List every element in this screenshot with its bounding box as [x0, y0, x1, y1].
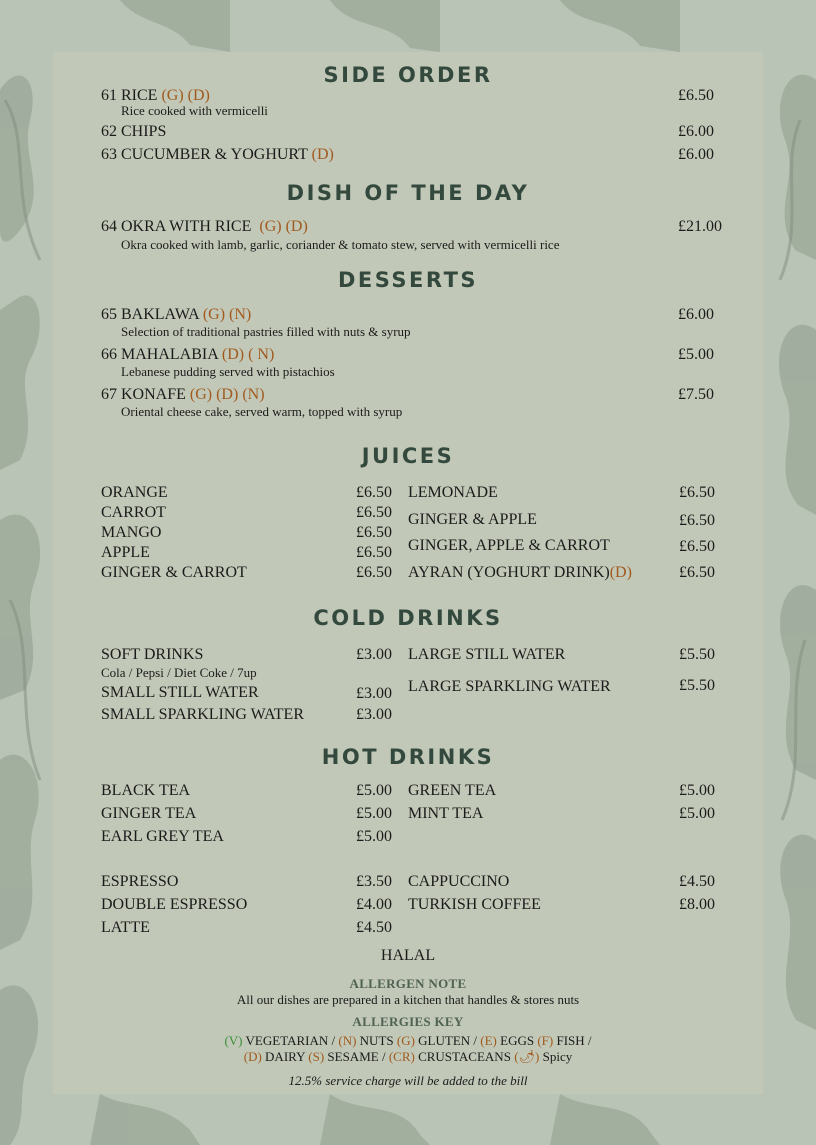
item-price: £8.00	[679, 896, 715, 913]
allergen-tags: (G) (D) (N)	[189, 386, 265, 403]
section-heading-dish-of-the-day: DISH OF THE DAY	[286, 181, 530, 205]
juice-item: GINGER & CARROT	[101, 564, 247, 581]
item-price: £6.50	[679, 484, 715, 501]
item-price: £3.00	[356, 706, 392, 723]
drink-item: LARGE SPARKLING WATER	[408, 678, 611, 695]
drink-item: DOUBLE ESPRESSO	[101, 896, 248, 913]
menu-item-cucumber-yoghurt: 63 CUCUMBER & YOGHURT (D)	[101, 146, 334, 163]
allergies-key-line-1: (V) VEGETARIAN / (N) NUTS (G) GLUTEN / (E) EGGS (F) FISH /	[224, 1033, 592, 1048]
menu-item-mahalabia: 66 MAHALABIA (D) ( N)	[101, 346, 275, 363]
section-heading-desserts: DESSERTS	[337, 268, 479, 292]
drink-item: MINT TEA	[408, 805, 484, 822]
item-price: £6.50	[679, 564, 715, 581]
juice-item: APPLE	[101, 544, 150, 561]
item-description: Oriental cheese cake, served warm, topped with syrup	[121, 404, 403, 419]
item-price: £4.50	[679, 873, 715, 890]
menu-item-rice: 61 RICE (G) (D)	[101, 87, 210, 104]
item-price: £5.00	[679, 782, 715, 799]
item-price: £4.00	[356, 896, 392, 913]
allergen-code-fish: (F)	[537, 1033, 554, 1048]
item-price: £5.50	[679, 646, 715, 663]
section-heading-hot-drinks: HOT DRINKS	[321, 745, 495, 769]
drink-item: LARGE STILL WATER	[408, 646, 566, 663]
allergen-code-sesame: (S)	[308, 1049, 325, 1064]
service-charge-note: 12.5% service charge will be added to the bill	[288, 1073, 528, 1088]
item-price: £6.50	[678, 87, 714, 104]
drink-item: SMALL STILL WATER	[101, 684, 259, 701]
item-price: £3.00	[356, 646, 392, 663]
juice-item: MANGO	[101, 524, 162, 541]
section-heading-side-order: SIDE ORDER	[323, 63, 493, 87]
drink-item: GINGER TEA	[101, 805, 197, 822]
allergen-code-gluten: (G)	[396, 1033, 415, 1048]
juice-item: GINGER, APPLE & CARROT	[408, 537, 610, 554]
allergies-key-title: ALLERGIES KEY	[352, 1014, 464, 1029]
drink-item: LATTE	[101, 919, 150, 936]
item-description: Selection of traditional pastries filled with nuts & syrup	[121, 324, 411, 339]
item-description: Lebanese pudding served with pistachios	[121, 364, 335, 379]
item-price: £6.50	[356, 504, 392, 521]
menu-item-okra-with-rice: 64 OKRA WITH RICE (G) (D)	[101, 218, 308, 235]
item-price: £6.00	[678, 146, 714, 163]
item-price: £6.50	[356, 484, 392, 501]
drink-item: BLACK TEA	[101, 782, 191, 799]
item-price: £6.50	[679, 512, 715, 529]
item-price: £3.50	[356, 873, 392, 890]
drink-item: EARL GREY TEA	[101, 828, 224, 845]
juice-item: AYRAN (YOGHURT DRINK)(D)	[408, 564, 632, 581]
item-price: £6.00	[678, 123, 714, 140]
juice-item: GINGER & APPLE	[408, 511, 537, 528]
item-price: £5.00	[356, 828, 392, 845]
section-heading-cold-drinks: COLD DRINKS	[313, 606, 503, 630]
allergen-code-eggs: (E)	[480, 1033, 497, 1048]
item-price: £5.00	[679, 805, 715, 822]
allergen-code-dairy: (D)	[243, 1049, 262, 1064]
item-price: £3.00	[356, 685, 392, 702]
item-price: £6.50	[356, 524, 392, 541]
allergen-tags: (G) (D)	[259, 218, 308, 235]
item-price: £6.50	[356, 564, 392, 581]
allergies-key-line-2: (D) DAIRY (S) SESAME / (CR) CRUSTACEANS (🌶) Spicy	[243, 1049, 573, 1064]
drink-item: SMALL SPARKLING WATER	[101, 706, 304, 723]
item-price: £21.00	[678, 218, 722, 235]
item-price: £6.50	[679, 538, 715, 555]
allergen-code-nuts: (N)	[338, 1033, 357, 1048]
allergen-code-vegetarian: (V)	[224, 1033, 243, 1048]
allergen-tags: (G) (D)	[161, 87, 210, 104]
allergen-tags: (G) (N)	[202, 306, 252, 323]
item-description: Rice cooked with vermicelli	[121, 103, 268, 118]
item-price: £6.50	[356, 544, 392, 561]
item-price: £6.00	[678, 306, 714, 323]
item-price: £5.00	[356, 805, 392, 822]
drink-item: ESPRESSO	[101, 873, 179, 890]
item-price: £4.50	[356, 919, 392, 936]
chili-pepper-icon: (🌶)	[514, 1049, 540, 1064]
allergen-tags: (D)	[609, 564, 632, 581]
menu-item-konafe: 67 KONAFE (G) (D) (N)	[101, 386, 265, 403]
item-price: £5.00	[678, 346, 714, 363]
allergen-note-text: All our dishes are prepared in a kitchen that handles & stores nuts	[236, 992, 580, 1007]
menu-item-chips: 62 CHIPS	[101, 123, 167, 140]
item-description: Cola / Pepsi / Diet Coke / 7up	[101, 665, 257, 680]
drink-item: TURKISH COFFEE	[408, 896, 541, 913]
menu-item-baklawa: 65 BAKLAWA (G) (N)	[101, 306, 252, 323]
drink-item: CAPPUCCINO	[408, 873, 510, 890]
item-price: £7.50	[678, 386, 714, 403]
item-description: Okra cooked with lamb, garlic, coriander & tomato stew, served with vermicelli rice	[121, 237, 560, 252]
allergen-tags: (D)	[311, 146, 334, 163]
halal-label: HALAL	[380, 947, 436, 964]
allergen-code-crustaceans: (CR)	[388, 1049, 415, 1064]
item-price: £5.50	[679, 677, 715, 694]
item-price: £5.00	[356, 782, 392, 799]
juice-item: CARROT	[101, 504, 166, 521]
drink-item: SOFT DRINKS	[101, 646, 204, 663]
drink-item: GREEN TEA	[408, 782, 497, 799]
allergen-note-title: ALLERGEN NOTE	[349, 976, 467, 991]
juice-item: LEMONADE	[408, 484, 498, 501]
section-heading-juices: JUICES	[361, 444, 455, 468]
juice-item: ORANGE	[101, 484, 168, 501]
allergen-tags: (D) ( N)	[221, 346, 275, 363]
